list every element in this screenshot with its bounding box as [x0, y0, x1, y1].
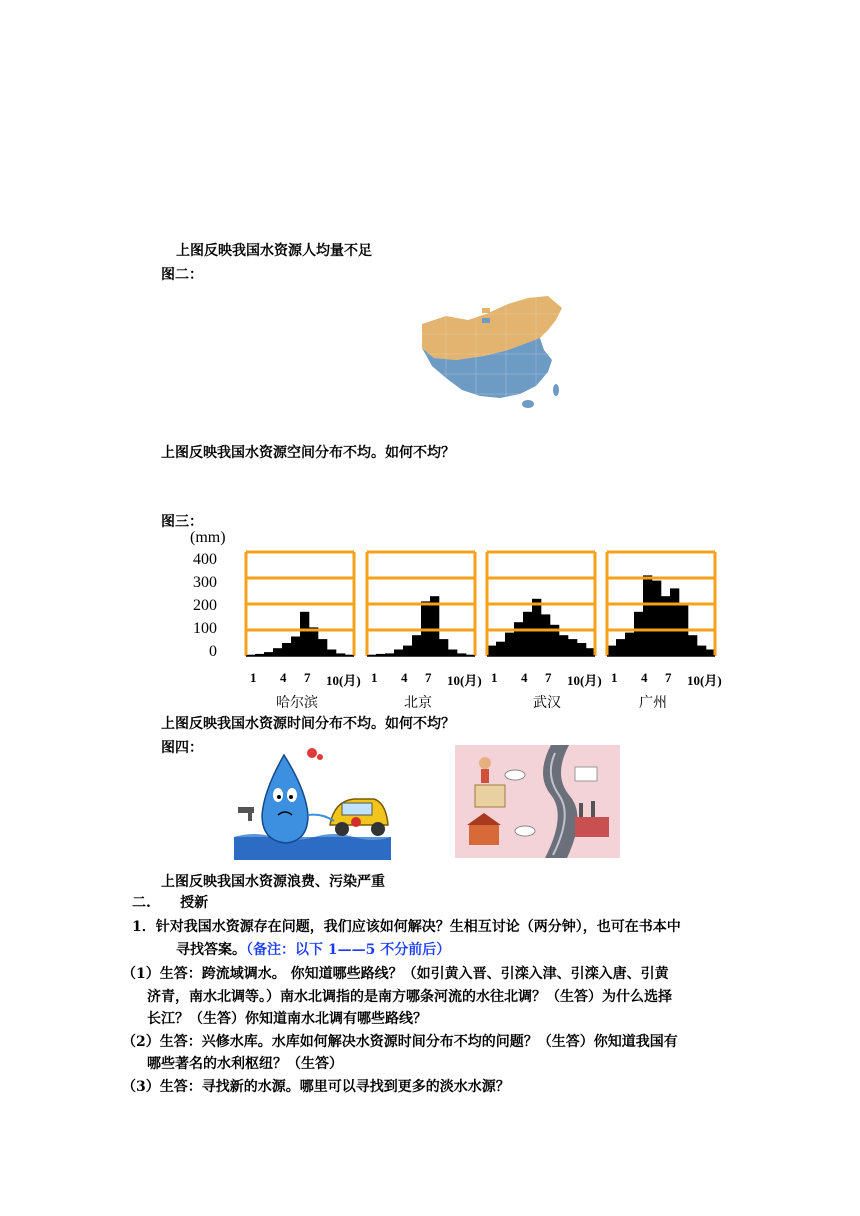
- bar-guangzhou-month-10: [688, 635, 697, 656]
- question-1-text: 寻找答案。: [176, 942, 246, 958]
- x-tick-label: 10(月): [326, 673, 361, 688]
- x-tick-label: 4: [280, 670, 287, 685]
- bar-guangzhou-month-2: [616, 639, 625, 656]
- fig4-label: 图四：: [161, 740, 203, 756]
- answer-2-line-1: （2）生答：兴修水库。水库如何解决水资源时间分布不均的问题？（生答）你知道我国有: [122, 1034, 678, 1050]
- bar-wuhan-month-5: [523, 612, 532, 656]
- fig2-caption: 上图反映我国水资源空间分布不均。如何不均？: [161, 445, 455, 461]
- remark-note: （备注：以下 1——5 不分前后）: [246, 942, 451, 958]
- bar-beijing-month-9: [439, 639, 448, 656]
- city-label-guangzhou: 广州: [639, 695, 667, 711]
- x-tick-label: 4: [641, 670, 648, 685]
- answer-2-line-2: 哪些著名的水利枢纽？（生答）: [147, 1056, 343, 1072]
- bar-harbin-month-9: [318, 639, 327, 656]
- bar-wuhan-month-3: [505, 633, 514, 656]
- bar-guangzhou-month-6: [652, 581, 661, 656]
- fig3-caption: 上图反映我国水资源时间分布不均。如何不均？: [161, 716, 455, 732]
- panel-wuhan: [487, 552, 595, 656]
- bar-harbin-month-10: [327, 650, 336, 657]
- bar-guangzhou-month-8: [670, 588, 679, 656]
- water-pollution-cartoon: [455, 745, 620, 858]
- bar-guangzhou-month-11: [697, 646, 706, 656]
- x-tick-label: 7: [425, 670, 432, 685]
- bar-wuhan-month-9: [559, 635, 568, 656]
- bar-beijing-month-4: [394, 650, 403, 657]
- answer-1-line-1: （1）生答：跨流域调水。 你知道哪些路线？（如引黄入晋、引滦入津、引滦入唐、引黄: [122, 966, 669, 982]
- bar-harbin-month-6: [291, 637, 300, 657]
- bar-guangzhou-month-3: [625, 633, 634, 656]
- x-tick-label: 10(月): [447, 673, 482, 688]
- bar-wuhan-month-10: [568, 639, 577, 656]
- x-tick-label: 1: [491, 670, 498, 685]
- y-tick-100: 100: [193, 620, 217, 637]
- question-1-line-2: [176, 941, 450, 959]
- panel-guangzhou: [607, 552, 715, 656]
- x-tick-label: 7: [665, 670, 672, 685]
- x-tick-label: 10(月): [687, 673, 722, 688]
- y-tick-300: 300: [193, 574, 217, 591]
- bar-guangzhou-month-5: [643, 575, 652, 656]
- city-label-harbin: 哈尔滨: [276, 695, 318, 711]
- fig1-caption: 上图反映我国水资源人均量不足: [176, 243, 372, 259]
- bar-harbin-month-8: [309, 627, 318, 656]
- x-tick-label: 1: [611, 670, 618, 685]
- y-tick-0: 0: [209, 643, 217, 660]
- bar-beijing-month-5: [403, 646, 412, 656]
- y-tick-200: 200: [193, 597, 217, 614]
- bar-harbin-month-5: [282, 643, 291, 656]
- city-label-wuhan: 武汉: [533, 695, 561, 711]
- bar-wuhan-month-4: [514, 622, 523, 656]
- x-tick-label: 7: [545, 670, 552, 685]
- answer-1-line-3: 长江？（生答）你知道南水北调有哪些路线？: [147, 1011, 427, 1027]
- bar-wuhan-month-6: [532, 599, 541, 656]
- section-2-heading: 二. 授新: [132, 895, 209, 911]
- city-label-beijing: 北京: [404, 695, 432, 711]
- fig4-caption: 上图反映我国水资源浪费、污染严重: [161, 874, 385, 890]
- fig3-label: 图三：: [161, 514, 203, 530]
- bar-wuhan-month-7: [541, 614, 550, 656]
- water-waste-cartoon: [234, 745, 391, 860]
- x-tick-label: 1: [250, 670, 257, 685]
- x-tick-label: 10(月): [567, 673, 602, 688]
- bar-wuhan-month-2: [496, 642, 505, 656]
- x-tick-label: 7: [304, 670, 311, 685]
- answer-1-line-2: 济青，南水北调等。）南水北调指的是南方哪条河流的水往北调？（生答）为什么选择: [147, 989, 672, 1005]
- bar-guangzhou-month-4: [634, 612, 643, 656]
- x-tick-label: 1: [371, 670, 378, 685]
- bar-beijing-month-6: [412, 635, 421, 656]
- x-tick-label: 4: [521, 670, 528, 685]
- fig2-label: 图二：: [161, 267, 203, 283]
- panel-beijing: [367, 552, 475, 656]
- panel-harbin: [246, 552, 354, 656]
- answer-3-line-1: （3）生答：寻找新的水源。哪里可以寻找到更多的淡水水源？: [122, 1079, 510, 1095]
- bar-harbin-month-7: [300, 612, 309, 656]
- bar-wuhan-month-11: [577, 643, 586, 656]
- x-tick-label: 4: [401, 670, 408, 685]
- y-tick-400: 400: [193, 551, 217, 568]
- bar-beijing-month-10: [448, 650, 457, 657]
- y-unit-label: (mm): [190, 529, 226, 546]
- question-1-line-1: 1．针对我国水资源存在问题，我们应该如何解决？生相互讨论（两分钟），也可在书本中: [132, 919, 681, 935]
- bar-harbin-month-4: [273, 648, 282, 656]
